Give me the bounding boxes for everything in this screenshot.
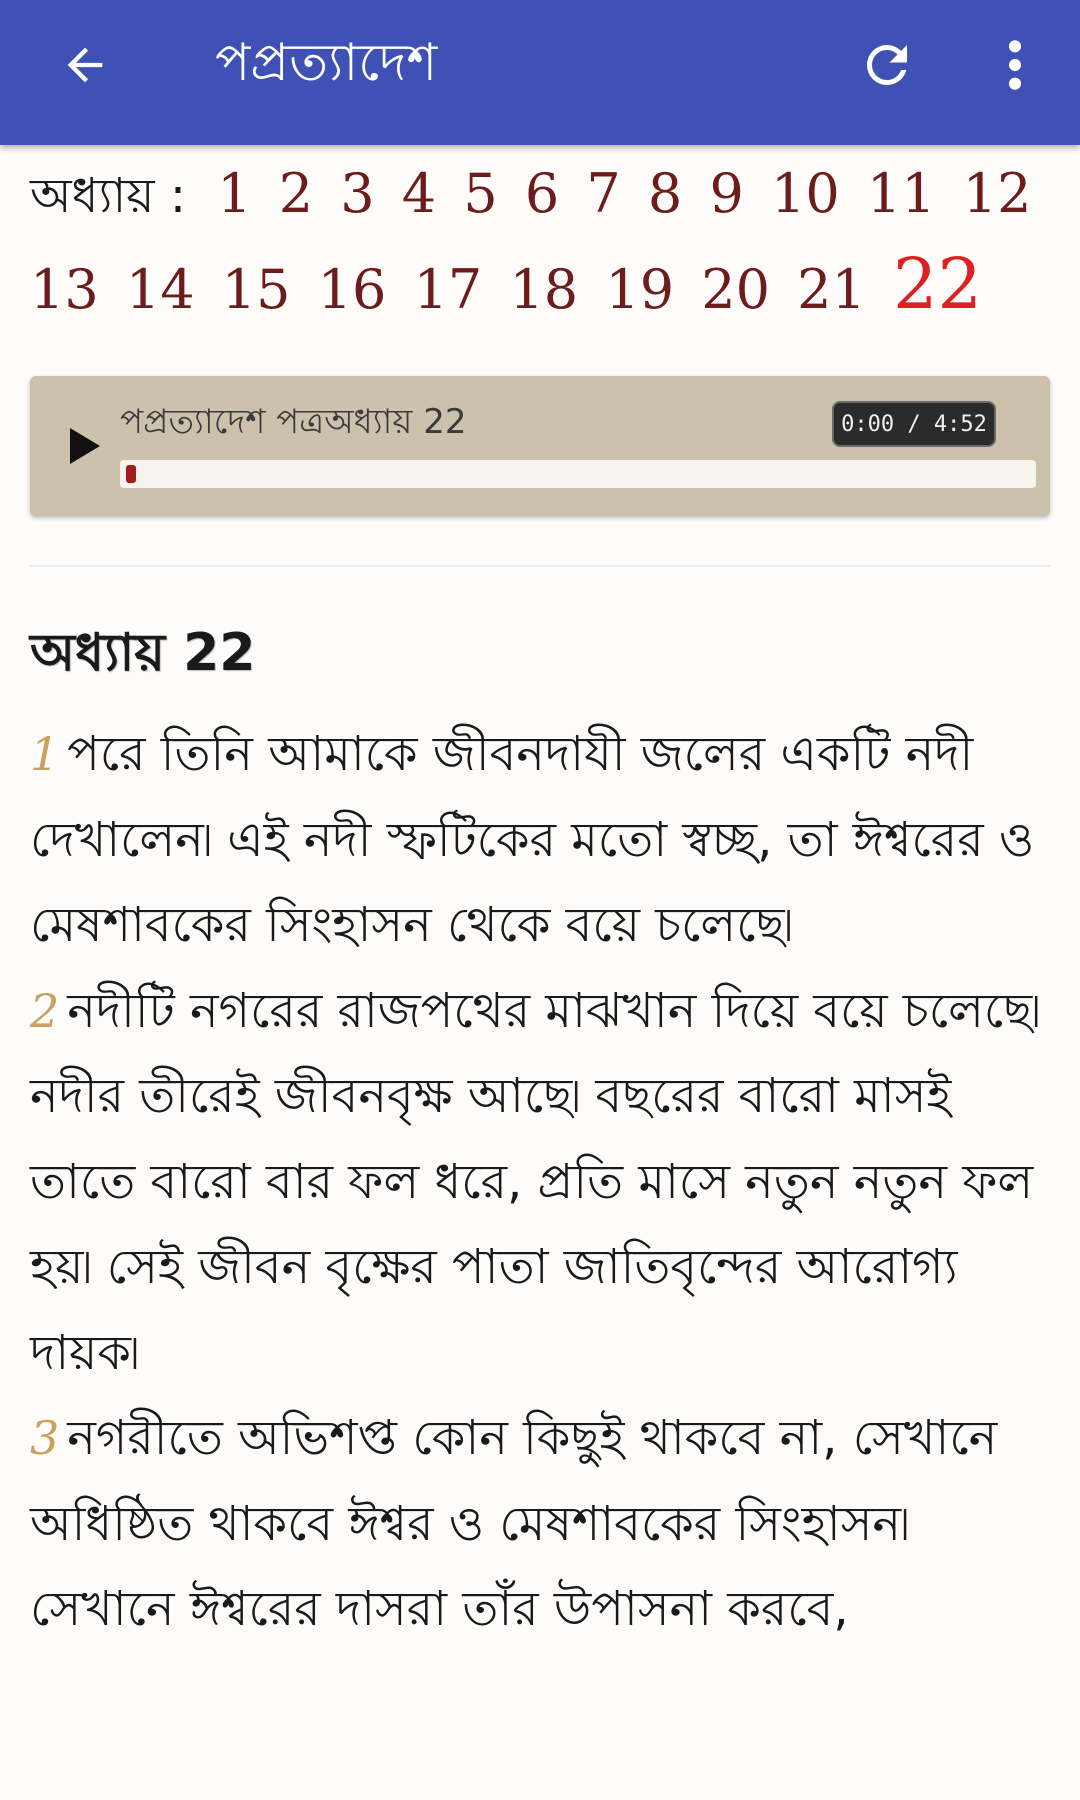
verse-number: 1 — [30, 727, 60, 781]
audio-player — [30, 376, 1050, 516]
more-vert-icon — [1005, 37, 1025, 93]
divider — [30, 565, 1050, 567]
chapter-link[interactable]: 20 — [701, 258, 770, 321]
app-bar — [0, 0, 1080, 145]
chapter-link[interactable]: 3 — [340, 162, 375, 225]
chapter-link[interactable]: 8 — [647, 162, 683, 225]
arrow-left-icon — [59, 39, 111, 91]
verse-text: নদীটি নগরের রাজপথের মাঝখান দিয়ে বয়ে চলেছে৷ নদীর তীরেই জীবনবৃক্ষ আছে৷ বছরের বারো মাসই তাতে বারো বার ফল ধরে, প্রতি মাসে নতুন নতুন ফল হয়৷ সেই জীবন বৃক্ষের পাতা জাতিবৃন্দের আরোগ্য দায়ক৷ — [30, 982, 1041, 1381]
chapter-nav-label: অধ্যায় : — [30, 168, 187, 224]
overflow-menu-button[interactable] — [985, 28, 1045, 102]
seek-bar-progress[interactable] — [126, 465, 136, 483]
chapter-link[interactable]: 2 — [278, 162, 314, 225]
chapter-link[interactable]: 14 — [125, 258, 195, 321]
back-button[interactable] — [50, 30, 120, 100]
chapter-link[interactable]: 11 — [866, 162, 936, 225]
refresh-icon — [857, 35, 917, 95]
chapter-link[interactable]: 7 — [586, 162, 621, 225]
chapter-link[interactable]: 21 — [797, 258, 866, 321]
chapter-link[interactable]: 19 — [605, 258, 675, 321]
verse-list — [30, 712, 1060, 1653]
chapter-link[interactable]: 10 — [770, 162, 840, 225]
seek-bar[interactable] — [120, 460, 1036, 488]
chapter-link[interactable]: 6 — [524, 162, 560, 225]
chapter-link[interactable]: 12 — [962, 162, 1032, 225]
verse — [30, 1410, 997, 1637]
verse-number: 3 — [30, 1411, 60, 1465]
chapter-link[interactable]: 18 — [509, 258, 579, 321]
verse-text: পরে তিনি আমাকে জীবনদাযী জলের একটি নদী দেখালেন৷ এই নদী স্ফটিকের মতো স্বচ্ছ, তা ঈশ্বরের ও মেষশাবকের সিংহাসন থেকে বয়ে চলেছে৷ — [30, 726, 1035, 953]
verse — [30, 726, 1034, 953]
refresh-button[interactable] — [850, 28, 924, 102]
page-title: পপ্রত্যাদেশ — [215, 33, 438, 93]
chapter-link[interactable]: 16 — [317, 258, 387, 321]
chapter-link[interactable]: 5 — [463, 162, 498, 225]
verse — [30, 983, 1040, 1381]
chapter-link[interactable]: 9 — [709, 162, 744, 225]
play-icon — [68, 426, 102, 466]
chapter-link-current[interactable]: 22 — [893, 243, 983, 325]
verse-number: 2 — [30, 983, 60, 1038]
chapter-link[interactable]: 15 — [221, 258, 291, 321]
play-button[interactable] — [60, 421, 110, 471]
chapter-link[interactable]: 1 — [217, 162, 252, 225]
chapter-heading: অধ্যায় 22 — [30, 623, 256, 683]
chapter-link[interactable]: 4 — [401, 162, 437, 225]
chapter-link[interactable]: 17 — [413, 258, 483, 321]
time-readout: 0:00 / 4:52 — [832, 401, 996, 447]
track-title: পপ্রত্যাদেশ পত্রঅধ্যায় 22 — [120, 402, 467, 442]
chapter-nav — [30, 150, 1060, 334]
verse-text: নগরীতে অভিশপ্ত কোন কিছুই থাকবে না, সেখানে অধিষ্ঠিত থাকবে ঈশ্বর ও মেষশাবকের সিংহাসন৷ সেখানে ঈশ্বরের দাসরা তাঁর উপাসনা করবে, — [30, 1410, 998, 1637]
chapter-link[interactable]: 13 — [30, 258, 99, 321]
